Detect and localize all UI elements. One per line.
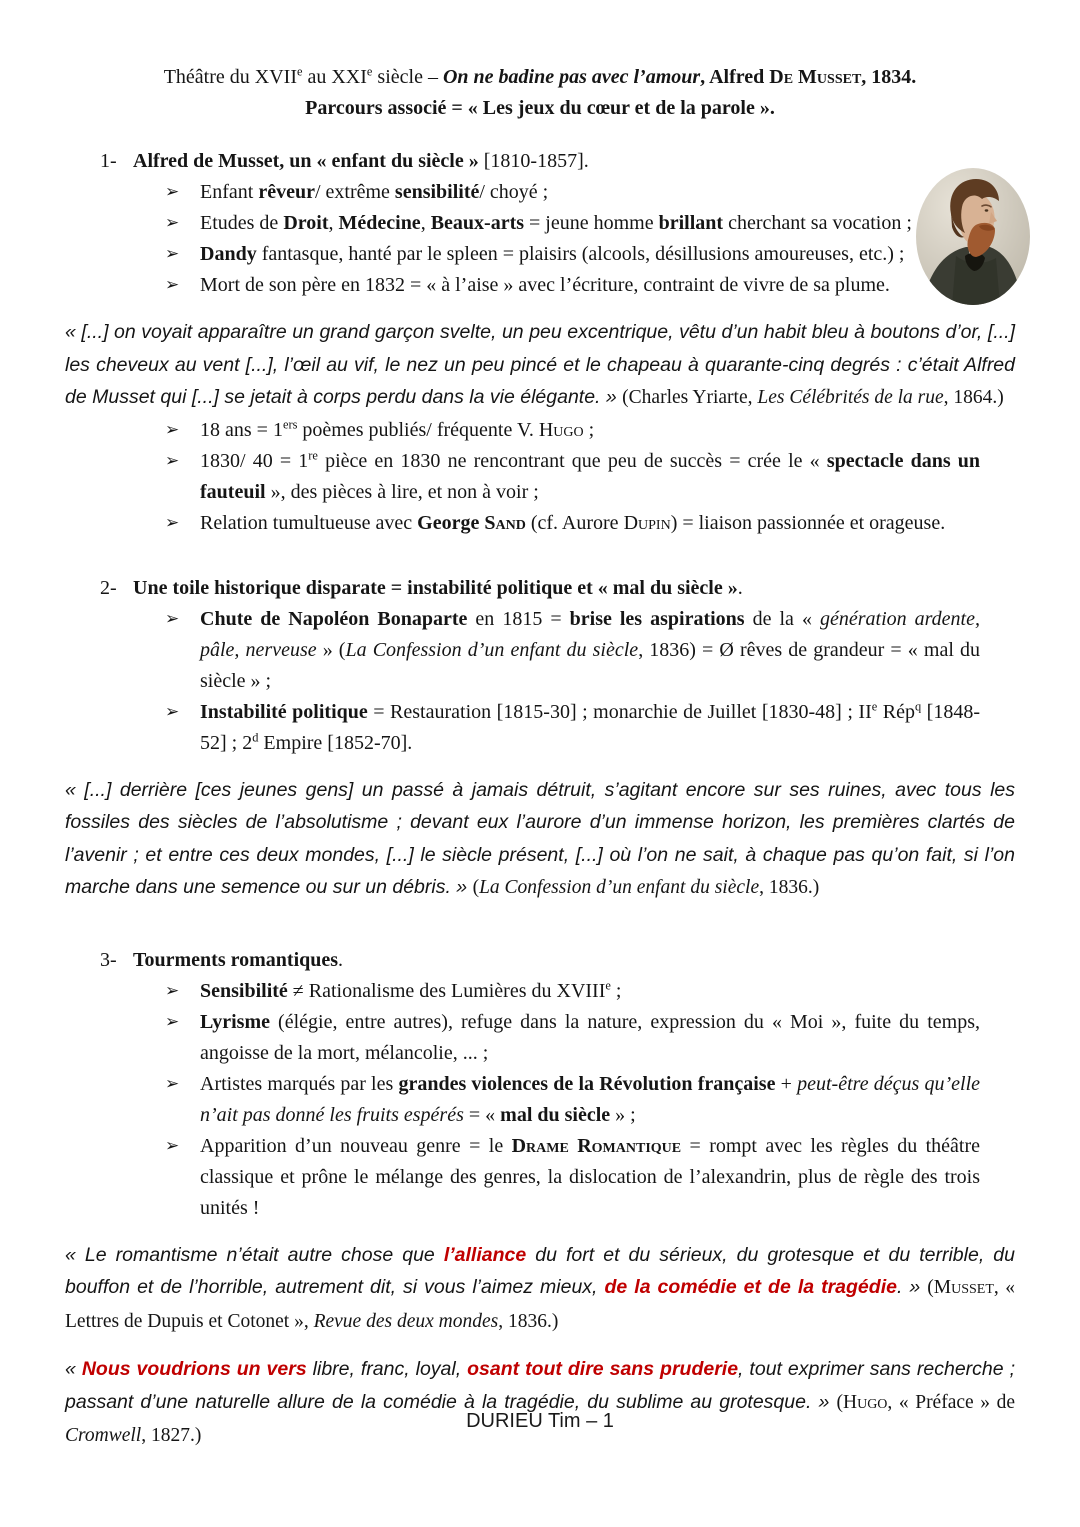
- section-1-bullets-b: [165, 415, 980, 539]
- bullet-text: Sensibilité ≠ Rationalisme des Lumières du XVIIIe ;: [200, 977, 622, 1002]
- section-3-title: Tourments romantiques.: [133, 948, 344, 971]
- title-line-2: Parcours associé = « Les jeux du cœur et de la parole ».: [305, 97, 775, 119]
- list-item: [165, 1131, 980, 1224]
- arrow-bullet-icon: ➢: [165, 1011, 180, 1032]
- list-item: [165, 177, 980, 208]
- arrow-bullet-icon: ➢: [165, 182, 180, 202]
- arrow-bullet-icon: ➢: [165, 1135, 180, 1156]
- arrow-bullet-icon: ➢: [165, 275, 180, 295]
- section-2-number: 2-: [100, 576, 117, 599]
- bullet-text: Artistes marqués par les grandes violences de la Révolution française + peut-être déçus qu’elle n’ait pas donné les fruits espérés = « mal du siècle » ;: [200, 1072, 981, 1126]
- section-1-heading: [100, 146, 1015, 177]
- bullet-text: Apparition d’un nouveau genre = le Drame Romantique = rompt avec les règles du théâtre classique et prône le mélange des genres, la dislocation de l’alexandrin, plus de règle des trois unités !: [200, 1134, 980, 1219]
- bullet-text: Etudes de Droit, Médecine, Beaux-arts = jeune homme brillant cherchant sa vocation ;: [200, 212, 912, 234]
- bullet-text: Mort de son père en 1832 = « à l’aise » avec l’écriture, contraint de vivre de sa plume.: [200, 274, 890, 296]
- section-3-bullets: [165, 976, 980, 1224]
- bullet-text: Dandy fantasque, hanté par le spleen = plaisirs (alcools, désillusions amoureuses, etc.) ;: [200, 243, 905, 265]
- list-item: [165, 976, 980, 1007]
- bullet-text: Chute de Napoléon Bonaparte en 1815 = brise les aspirations de la « génération ardente, pâle, nerveuse » (La Confession d’un enfant du siècle, 1836) = Ø rêves de grandeur = « mal du siècle » ;: [200, 607, 980, 692]
- page-footer: DURIEU Tim – 1: [466, 1410, 614, 1432]
- arrow-bullet-icon: ➢: [165, 244, 180, 264]
- bullet-text: Instabilité politique = Restauration [1815-30] ; monarchie de Juillet [1830-48] ; IIe Rép$^q$ [1848-52] ; 2$^d$ Empire [1852-70].: [200, 698, 980, 754]
- quote-musset-lettres: « Le romantisme n’était autre chose que l’alliance du fort et du sérieux, du grotesque et du terrible, du bouffon et de l’horrible, autrement dit, si vous l’aimez mieux, de la comédie et de la tragédie. » (Musset, « Lettres de Dupuis et Cotonet », Revue des deux mondes, 1836.): [65, 1243, 1015, 1332]
- list-item: [165, 697, 980, 759]
- arrow-bullet-icon: ➢: [165, 450, 180, 471]
- bullet-text: Lyrisme (élégie, entre autres), refuge dans la nature, expression du « Moi », fuite du temps, angoisse de la mort, mélancolie, ... ;: [200, 1010, 980, 1064]
- quote-yriarte: « [...] on voyait apparaître un grand garçon svelte, un peu excentrique, vêtu d’un habit bleu à boutons d’or, [...] les cheveux au vent [...], l’œil au vif, le nez un peu pincé et le chapeau à quarante-cinq degrés : c’était Alfred de Musset qui [...] se jetait à corps perdu dans la vie élégante. » (Charles Yriarte, Les Célébrités de la rue, 1864.): [65, 321, 1015, 408]
- list-item: [165, 604, 980, 697]
- section-2-bullets: [165, 604, 980, 759]
- section-2-title: Une toile historique disparate = instabilité politique et « mal du siècle ».: [133, 576, 743, 599]
- arrow-bullet-icon: ➢: [165, 1073, 180, 1094]
- section-2-heading: [100, 573, 1015, 604]
- list-item: [165, 1007, 980, 1069]
- section-3-number: 3-: [100, 948, 117, 971]
- list-item: [165, 415, 980, 446]
- arrow-bullet-icon: ➢: [165, 512, 180, 533]
- list-item: [165, 1069, 980, 1131]
- quote-hugo-preface: « Nous voudrions un vers libre, franc, loyal, osant tout dire sans pruderie, tout exprimer sans recherche ; passant d’une naturelle allure de la comédie à la tragédie, du sublime au grotesque. » (Hugo, « Préface » de Cromwell, 1827.): [65, 1358, 1016, 1446]
- section-3-heading: [100, 945, 1015, 976]
- list-item: [165, 239, 980, 270]
- bullet-text: Relation tumultueuse avec George Sand (cf. Aurore Dupin) = liaison passionnée et orageuse.: [200, 511, 946, 534]
- quote-confession: « [...] derrière [ces jeunes gens] un passé à jamais détruit, s’agitant encore sur ses ruines, avec tous les fossiles des siècles de l’absolutisme ; devant eux l’aurore d’un immense horizon, les premières clartés de l’avenir ; et entre ces deux mondes, [...] le siècle présent, [...] où l’on ne sait, à chaque pas qu’on fait, si l’on marche dans une semence ou sur un débris. » (La Confession d’un enfant du siècle, 1836.): [65, 778, 1015, 898]
- list-item: [165, 208, 980, 239]
- bullet-text: 1830/ 40 = 1re pièce en 1830 ne rencontrant que peu de succès = crée le « spectacle dans un fauteuil », des pièces à lire, et non à voir ;: [200, 447, 981, 503]
- document-title: [65, 62, 1015, 124]
- section-1-number: 1-: [100, 150, 117, 172]
- section-1-title: Alfred de Musset, un « enfant du siècle » [1810-1857].: [133, 150, 589, 172]
- bullet-text: 18 ans = 1ers poèmes publiés/ fréquente V. Hugo ;: [200, 416, 595, 441]
- list-item: [165, 270, 980, 301]
- bullet-text: Enfant rêveur/ extrême sensibilité/ choyé ;: [200, 181, 549, 203]
- section-1-bullets-a: [165, 177, 980, 301]
- arrow-bullet-icon: ➢: [165, 419, 180, 440]
- arrow-bullet-icon: ➢: [165, 608, 180, 629]
- arrow-bullet-icon: ➢: [165, 213, 180, 233]
- list-item: [165, 446, 980, 508]
- arrow-bullet-icon: ➢: [165, 701, 180, 722]
- list-item: [165, 508, 980, 539]
- arrow-bullet-icon: ➢: [165, 980, 180, 1001]
- title-line-1: Théâtre du XVIIe au XXIe siècle – On ne badine pas avec l’amour, Alfred De Musset, 1834.: [163, 64, 917, 88]
